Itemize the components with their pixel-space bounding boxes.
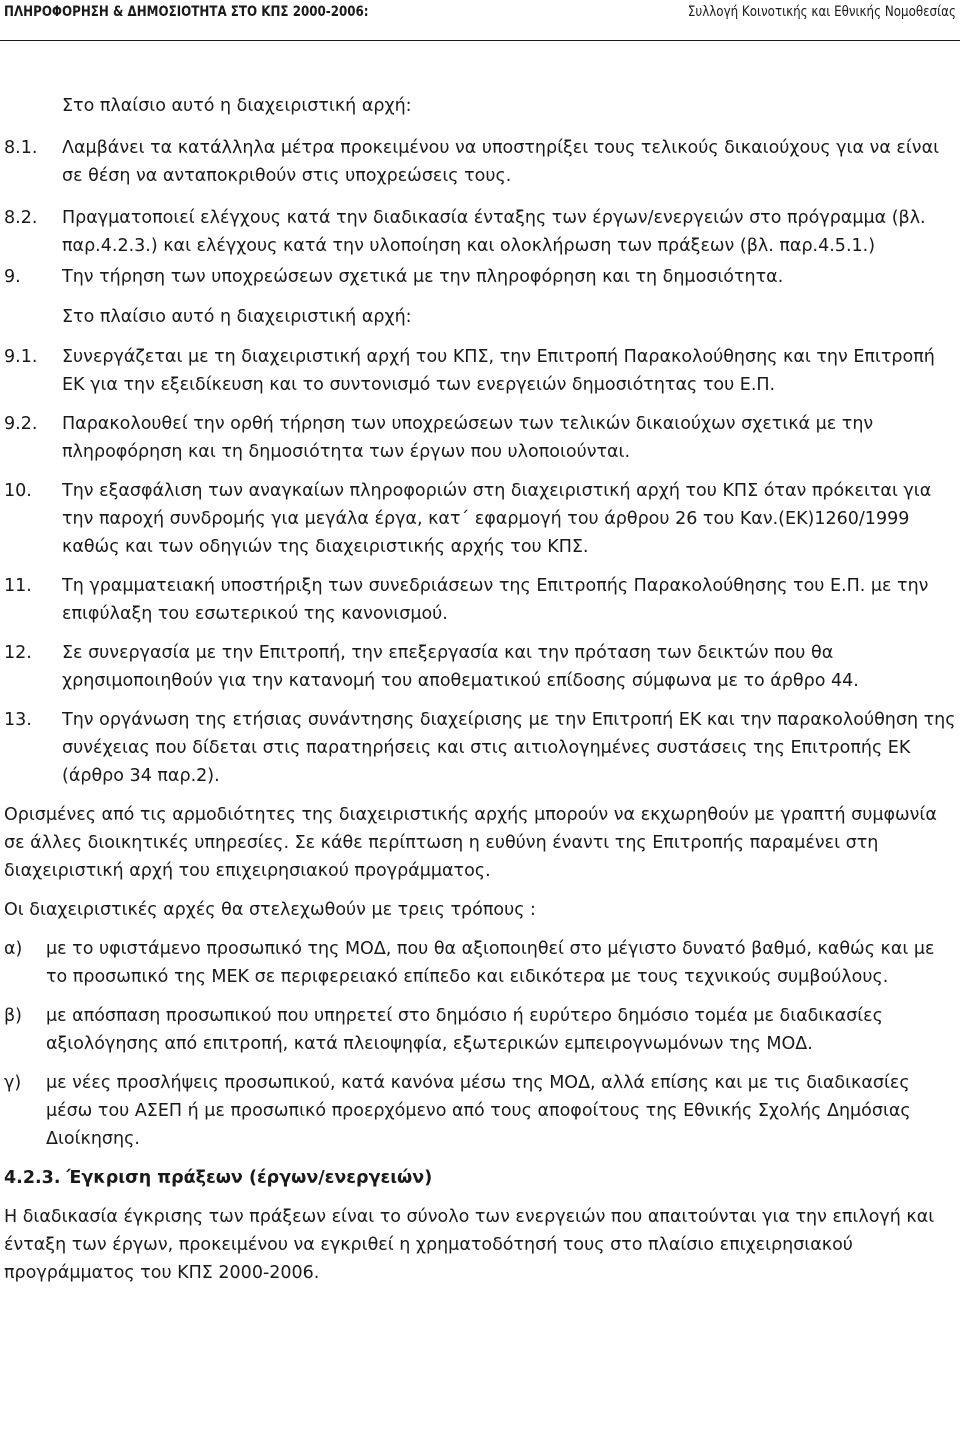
item-number: 12. [4,643,32,663]
list-item-9-1 [4,343,956,399]
item-text: Λαμβάνει τα κατάλληλα μέτρα προκειμένου να υποστηρίξει τους τελικούς δικαιούχους για να είναι σε θέση να ανταποκριθούν στις υποχρεώσεις τους. [62,138,940,186]
item-text: Παρακολουθεί την ορθή τήρηση των υποχρεώσεων των τελικών δικαιούχων σχετικά με την πληροφόρηση και τη δημοσιότητα των έργων που υλοποιούνται. [62,414,874,462]
list-item-b [4,1002,956,1058]
intro-paragraph: Στο πλαίσιο αυτό η διαχειριστική αρχή: [62,307,412,327]
list-item-a [4,935,956,991]
item-letter: β) [4,1006,22,1026]
item-number: 11. [4,576,32,596]
item-text: Την εξασφάλιση των αναγκαίων πληροφοριών στη διαχειριστική αρχή του ΚΠΣ όταν πρόκειται για την παροχή συνδρομής για μεγάλα έργα, κατ΄ εφαρμογή του άρθρου 26 του Καν.(ΕΚ)1260/1999 καθώς και των οδηγιών της διαχειριστικής αρχής του ΚΠΣ. [62,481,932,557]
list-item-9 [4,263,956,291]
document-body [4,92,956,1287]
list-item-9-2 [4,410,956,466]
item-number: 9.2. [4,414,38,434]
list-item-8-2 [4,204,956,260]
header-title: ΠΛΗΡΟΦΟΡΗΣΗ & ΔΗΜΟΣΙΟΤΗΤΑ ΣΤΟ ΚΠΣ 2000-2006: [4,4,369,20]
list-item-11 [4,572,956,628]
item-text: Τη γραμματειακή υποστήριξη των συνεδριάσεων της Επιτροπής Παρακολούθησης του Ε.Π. με την επιφύλαξη του εσωτερικού της κανονισμού. [62,576,929,624]
intro-paragraph: Στο πλαίσιο αυτό η διαχειριστική αρχή: [62,96,412,116]
item-text: με το υφιστάμενο προσωπικό της ΜΟΔ, που θα αξιοποιηθεί στο μέγιστο δυνατό βαθμό, καθώς και με το προσωπικό της ΜΕΚ σε περιφερειακό επίπεδο και ειδικότερα με τους τεχνικούς συμβούλους. [46,939,935,987]
item-text: Την τήρηση των υποχρεώσεων σχετικά με την πληροφόρηση και τη δημοσιότητα. [62,267,784,287]
item-number: 8.1. [4,138,38,158]
section-heading: 4.2.3. Έγκριση πράξεων (έργων/ενεργειών) [4,1168,433,1188]
list-item-12 [4,639,956,695]
item-number: 13. [4,710,32,730]
item-text: Συνεργάζεται με τη διαχειριστική αρχή του ΚΠΣ, την Επιτροπή Παρακολούθησης και την Επιτροπή ΕΚ για την εξειδίκευση και το συντονισμό των ενεργειών δημοσιότητας του Ε.Π. [62,347,935,395]
item-letter: α) [4,939,23,959]
list-item-8-1 [4,134,956,190]
page-header [0,0,960,41]
approval-paragraph: Η διαδικασία έγκρισης των πράξεων είναι το σύνολο των ενεργειών που απαιτούνται για την επιλογή και ένταξη των έργων, προκειμένου να εγκριθεί η χρηματοδότησή τους στο πλαίσιο επιχειρησιακού προγράμματος του ΚΠΣ 2000-2006. [4,1207,935,1283]
list-item-13 [4,706,956,790]
item-number: 9. [4,267,21,287]
item-text: με απόσπαση προσωπικού που υπηρετεί στο δημόσιο ή ευρύτερο δημόσιο τομέα με διαδικασίες αξιολόγησης από επιτροπή, κατά πλειοψηφία, εξωτερικών εμπειρογνωμόνων της ΜΟΔ. [46,1006,883,1054]
item-number: 8.2. [4,208,38,228]
staffing-paragraph: Οι διαχειριστικές αρχές θα στελεχωθούν με τρεις τρόπους : [4,900,536,920]
item-text: με νέες προσλήψεις προσωπικού, κατά κανόνα μέσω της ΜΟΔ, αλλά επίσης και με τις διαδικασίες μέσω του ΑΣΕΠ ή με προσωπικό προερχόμενο από τους αποφοίτους της Εθνικής Σχολής Δημόσιας Διοίκησης. [46,1073,911,1149]
item-number: 9.1. [4,347,38,367]
item-text: Την οργάνωση της ετήσιας συνάντησης διαχείρισης με την Επιτροπή ΕΚ και την παρακολούθηση της συνέχειας που δίδεται στις παρατηρήσεις και στις αιτιολογημένες συστάσεις της Επιτροπής ΕΚ (άρθρο 34 παρ.2). [62,710,956,786]
item-text: Πραγματοποιεί ελέγχους κατά την διαδικασία ένταξης των έργων/ενεργειών στο πρόγραμμα (βλ. παρ.4.2.3.) και ελέγχους κατά την υλοποίηση και ολοκλήρωση των πράξεων (βλ. παρ.4.5.1.) [62,208,926,256]
delegation-paragraph: Ορισμένες από τις αρμοδιότητες της διαχειριστικής αρχής μπορούν να εκχωρηθούν με γραπτή συμφωνία σε άλλες διοικητικές υπηρεσίες. Σε κάθε περίπτωση η ευθύνη έναντι της Επιτροπής παραμένει στη διαχειριστική αρχή του επιχειρησιακού προγράμματος. [4,805,937,881]
list-item-10 [4,477,956,561]
item-letter: γ) [4,1073,22,1093]
item-number: 10. [4,481,32,501]
list-item-c [4,1069,956,1153]
item-text: Σε συνεργασία με την Επιτροπή, την επεξεργασία και την πρόταση των δεικτών που θα χρησιμοποιηθούν για την κατανομή του αποθεματικού επίδοσης σύμφωνα με το άρθρο 44. [62,643,859,691]
header-collection: Συλλογή Κοινοτικής και Εθνικής Νομοθεσίας [687,4,956,20]
